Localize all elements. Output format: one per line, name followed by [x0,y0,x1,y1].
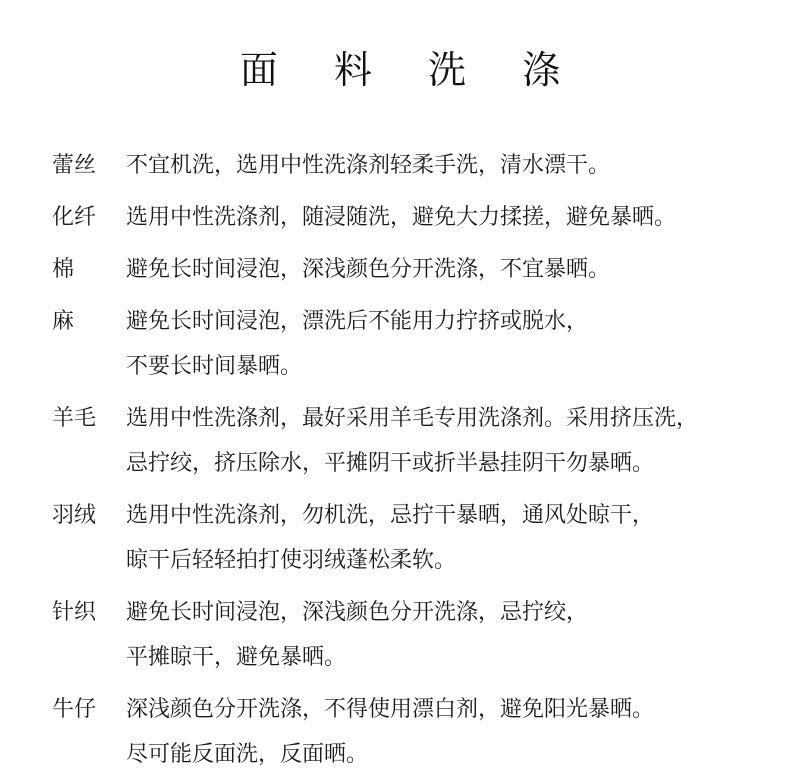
fabric-term: 羊毛 [52,406,97,431]
entry-synthetic [52,195,792,240]
care-instruction [126,687,792,777]
care-instruction [126,299,792,389]
fabric-term: 羽绒 [52,503,97,528]
instruction-line: 选用中性洗涤剂，勿机洗，忌拧干暴晒，通风处晾干， [126,503,655,528]
care-instruction [126,195,792,240]
entry-lace [52,143,792,188]
instruction-line: 平摊晾干，避免暴晒。 [126,645,347,670]
entry-linen [52,299,792,389]
instruction-line: 尽可能反面洗，反面晒。 [126,742,369,767]
fabric-term: 牛仔 [52,697,97,722]
fabric-care-list [52,143,792,784]
instruction-line: 深浅颜色分开洗涤，不得使用漂白剂，避免阳光暴晒。 [126,697,655,722]
instruction-line: 避免长时间浸泡，漂洗后不能用力拧挤或脱水， [126,309,589,334]
instruction-line: 忌拧绞，挤压除水，平摊阴干或折半悬挂阴干勿暴晒。 [126,451,655,476]
entry-knit [52,590,792,680]
entry-down [52,493,792,583]
page-title: 面 料 洗 涤 [239,48,583,92]
fabric-term: 化纤 [52,205,97,230]
instruction-line: 晾干后轻轻拍打使羽绒蓬松柔软。 [126,548,457,573]
instruction-line: 避免长时间浸泡，深浅颜色分开洗涤，忌拧绞， [126,600,589,625]
instruction-line: 选用中性洗涤剂，随浸随洗，避免大力揉搓，避免暴晒。 [126,205,677,230]
fabric-term: 蕾丝 [52,153,97,178]
fabric-term: 麻 [52,309,75,334]
care-instruction [126,493,792,583]
care-instruction [126,143,792,188]
care-instruction [126,396,792,486]
entry-cotton [52,247,792,292]
care-instruction [126,590,792,680]
fabric-term: 棉 [52,257,75,282]
entry-wool [52,396,792,486]
instruction-line: 不要长时间暴晒。 [126,354,303,379]
care-instruction [126,247,792,292]
instruction-line: 选用中性洗涤剂，最好采用羊毛专用洗涤剂。采用挤压洗， [126,406,699,431]
instruction-line: 不宜机洗，选用中性洗涤剂轻柔手洗，清水漂干。 [126,153,611,178]
entry-denim [52,687,792,777]
instruction-line: 避免长时间浸泡，深浅颜色分开洗涤，不宜暴晒。 [126,257,611,282]
fabric-term: 针织 [52,600,97,625]
